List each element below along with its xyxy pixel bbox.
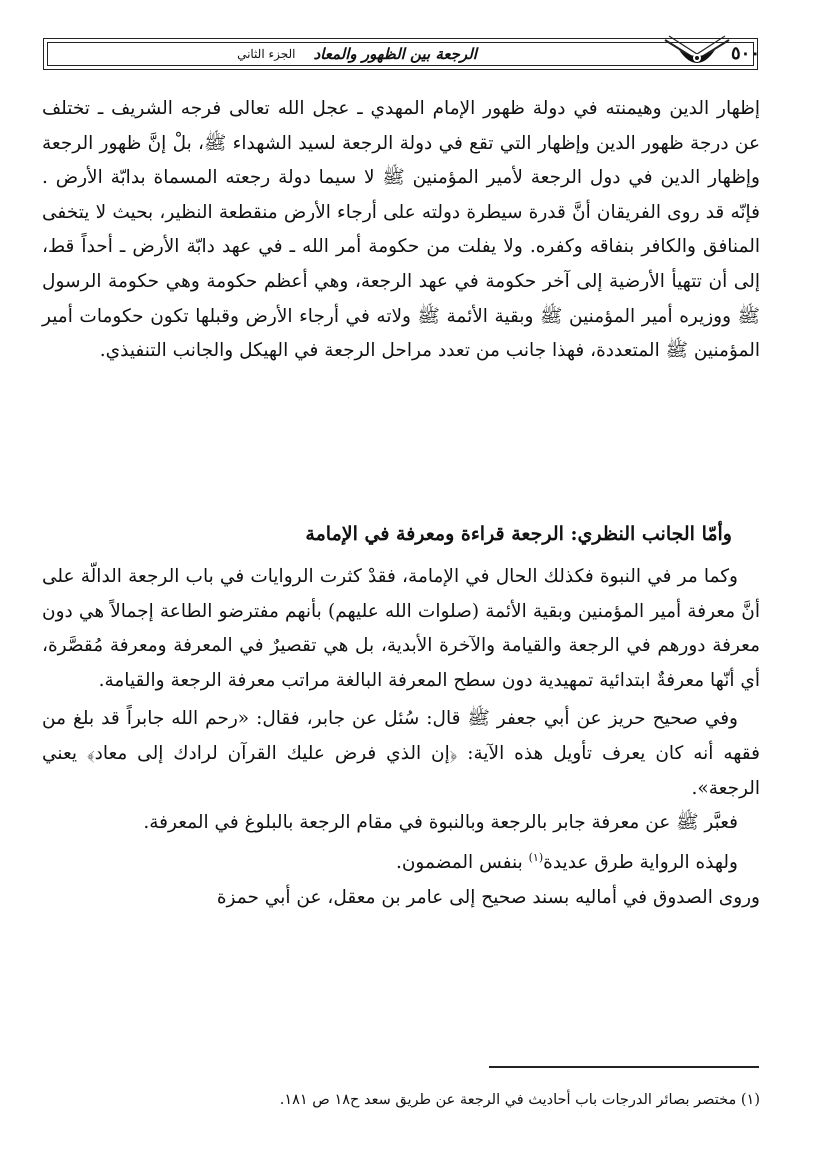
footnote: (١) مختصر بصائر الدرجات باب أحاديث في الرجعة عن طريق سعد ح١٨ ص ١٨١. bbox=[279, 1092, 760, 1108]
paragraph: فعبَّر ﷺ عن معرفة جابر بالرجعة وبالنبوة في مقام الرجعة بالبلوغ في المعرفة. bbox=[143, 812, 738, 834]
paragraph-text: ولهذه الرواية طرق عديدة bbox=[543, 851, 738, 873]
footnote-marker[interactable]: (١) bbox=[528, 850, 544, 864]
volume-label: الجزء الثاني bbox=[237, 47, 296, 61]
page-header bbox=[43, 38, 761, 70]
paragraph: وروى الصدوق في أماليه بسند صحيح إلى عامر بن معقل، عن أبي حمزة bbox=[216, 886, 760, 908]
header-title-box bbox=[51, 43, 663, 65]
header-ornament-icon bbox=[663, 30, 731, 76]
book-title: الرجعة بين الظهور والمعاد bbox=[313, 45, 477, 63]
page-number: ٥٠٠ bbox=[731, 43, 761, 64]
paragraph: إظهار الدين وهيمنته في دولة ظهور الإمام المهدي ـ عجل الله تعالى فرجه الشريف ـ تختلف عن درجة ظهور الدين وإظهار التي تقع في دولة الرجعة لسيد الشهداء ﷺ، بلْ إنَّ ظهور الرجعة وإظهار الدين في دول الرجعة لأمير المؤمنين ﷺ لا سيما دولة رجعته المسماة بدابّة الأرض . فإنّه قد روى الفريقان أنَّ قدرة سيطرة دولته على أرجاء الأرض منقطعة النظير، بحيث لا يتخفى المنافق والكافر بنفاقه وكفره. ولا يفلت من حكومة أمر الله ـ في عهد دابّة الأرض ـ أحداً قط، إلى أن تتهيأ الأرضية إلى آخر حكومة في عهد الرجعة، وهي أعظم حكومة وهي حكومة الرسول ﷺ ووزيره أمير المؤمنين ﷺ وبقية الأئمة ﷺ ولاته في أرجاء الأرض وقبلها تكون حكومات أمير المؤمنين ﷺ المتعددة، فهذا جانب من تعدد مراحل الرجعة في الهيكل والجانب التنفيذي. bbox=[42, 98, 760, 362]
body-section-1 bbox=[42, 92, 760, 369]
footnote-divider bbox=[489, 1066, 759, 1068]
paragraph: وكما مر في النبوة فكذلك الحال في الإمامة، فقدْ كثرت الروايات في باب الرجعة الدالّة على أنَّ معرفة أمير المؤمنين وبقية الأئمة (صلوات الله عليهم) بأنهم مفترضو الطاعة إجمالاً هي دون معرفة دورهم في الرجعة والقيامة والآخرة الأبدية، بل هي تقصيرٌ في المعرفة ومعرفة مُقصَّرة، أي أنّها معرفةٌ ابتدائية تمهيدية دون سطح المعرفة البالغة مراتب معرفة الرجعة والقيامة. bbox=[42, 566, 760, 691]
section-heading: وأمّا الجانب النظري: الرجعة قراءة ومعرفة في الإمامة bbox=[305, 523, 732, 545]
paragraph: وفي صحيح حريز عن أبي جعفر ﷺ قال: سُئل عن جابر، فقال: «رحم الله جابراً قد بلغ من فقهه أنه كان يعرف تأويل هذه الآية: ﴿إن الذي فرض عليك القرآن لرادك إلى معاد﴾ يعني الرجعة». bbox=[42, 708, 760, 799]
paragraph bbox=[42, 841, 760, 881]
paragraph-text: بنفس المضمون. bbox=[395, 851, 529, 873]
body-section-2 bbox=[42, 560, 760, 915]
